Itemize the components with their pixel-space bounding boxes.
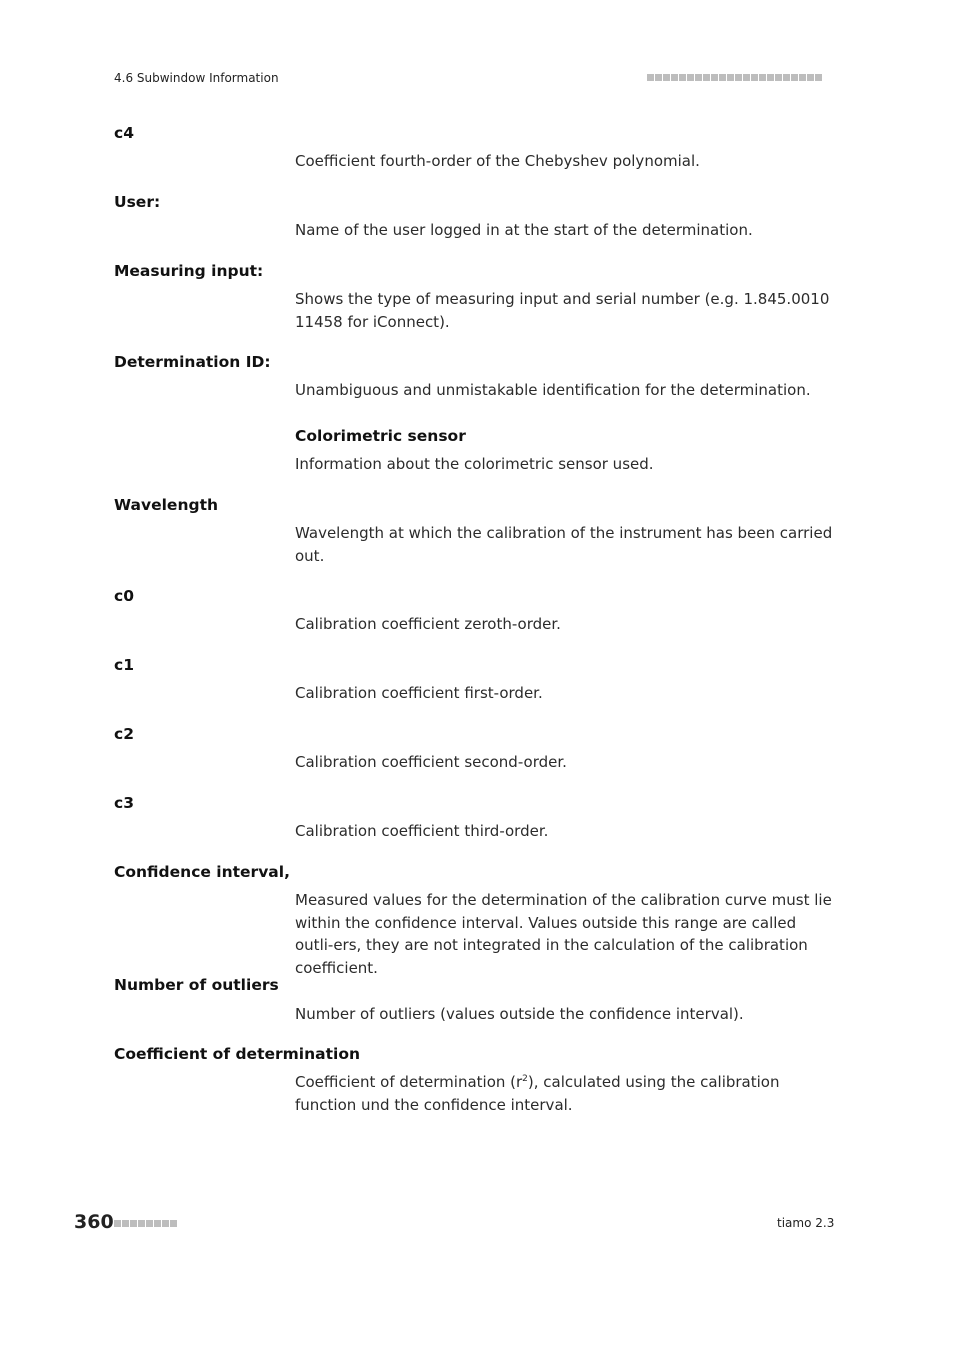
term-number-of-outliers: Number of outliers [114,976,279,994]
desc-wavelength: Wavelength at which the calibration of the instrument has been carried out. [295,524,833,565]
desc-confidence-interval: Measured values for the determination of the calibration curve must lie within the confidence interval. Values outside this range are called outli-ers, they are not integrated in the calculation of the calibration coefficient. [295,891,832,978]
desc-c2: Calibration coefficient second-order. [295,753,567,771]
term-c2: c2 [114,725,134,743]
desc-measuring-input: Shows the type of measuring input and serial number (e.g. 1.845.0010 11458 for iConnect). [295,290,830,331]
superscript-2: 2 [522,1074,528,1084]
term-c0: c0 [114,587,134,605]
footer-decoration [114,1220,177,1227]
desc-coefficient-of-determination [295,1071,835,1116]
desc-number-of-outliers: Number of outliers (values outside the confidence interval). [295,1005,744,1023]
desc-determination-id: Unambiguous and unmistakable identification for the determination. [295,381,811,399]
term-c3: c3 [114,794,134,812]
term-c4: c4 [114,124,134,142]
term-wavelength: Wavelength [114,496,219,514]
header-decoration [647,74,822,81]
desc-coef-part2: ), calculated using the calibration function und the confidence interval. [295,1073,780,1114]
term-determination-id: Determination ID: [114,353,271,371]
desc-coef-part1: Coefficient of determination (r [295,1073,523,1091]
section-header: 4.6 Subwindow Information [114,71,279,85]
desc-colorimetric-sensor: Information about the colorimetric sensor used. [295,455,654,473]
term-c1: c1 [114,656,134,674]
desc-c0: Calibration coefficient zeroth-order. [295,615,561,633]
term-confidence-interval: Confidence interval, [114,863,290,881]
subheading-colorimetric-sensor: Colorimetric sensor [295,427,466,445]
product-name: tiamo 2.3 [777,1216,835,1230]
term-user: User: [114,193,161,211]
term-coefficient-of-determination: Coefficient of determination [114,1045,361,1063]
desc-c3: Calibration coefficient third-order. [295,822,549,840]
page-number: 360 [74,1211,114,1233]
term-measuring-input: Measuring input: [114,262,264,280]
desc-c4: Coefficient fourth-order of the Chebyshev polynomial. [295,152,700,170]
desc-user: Name of the user logged in at the start of the determination. [295,221,753,239]
desc-c1: Calibration coefficient first-order. [295,684,543,702]
